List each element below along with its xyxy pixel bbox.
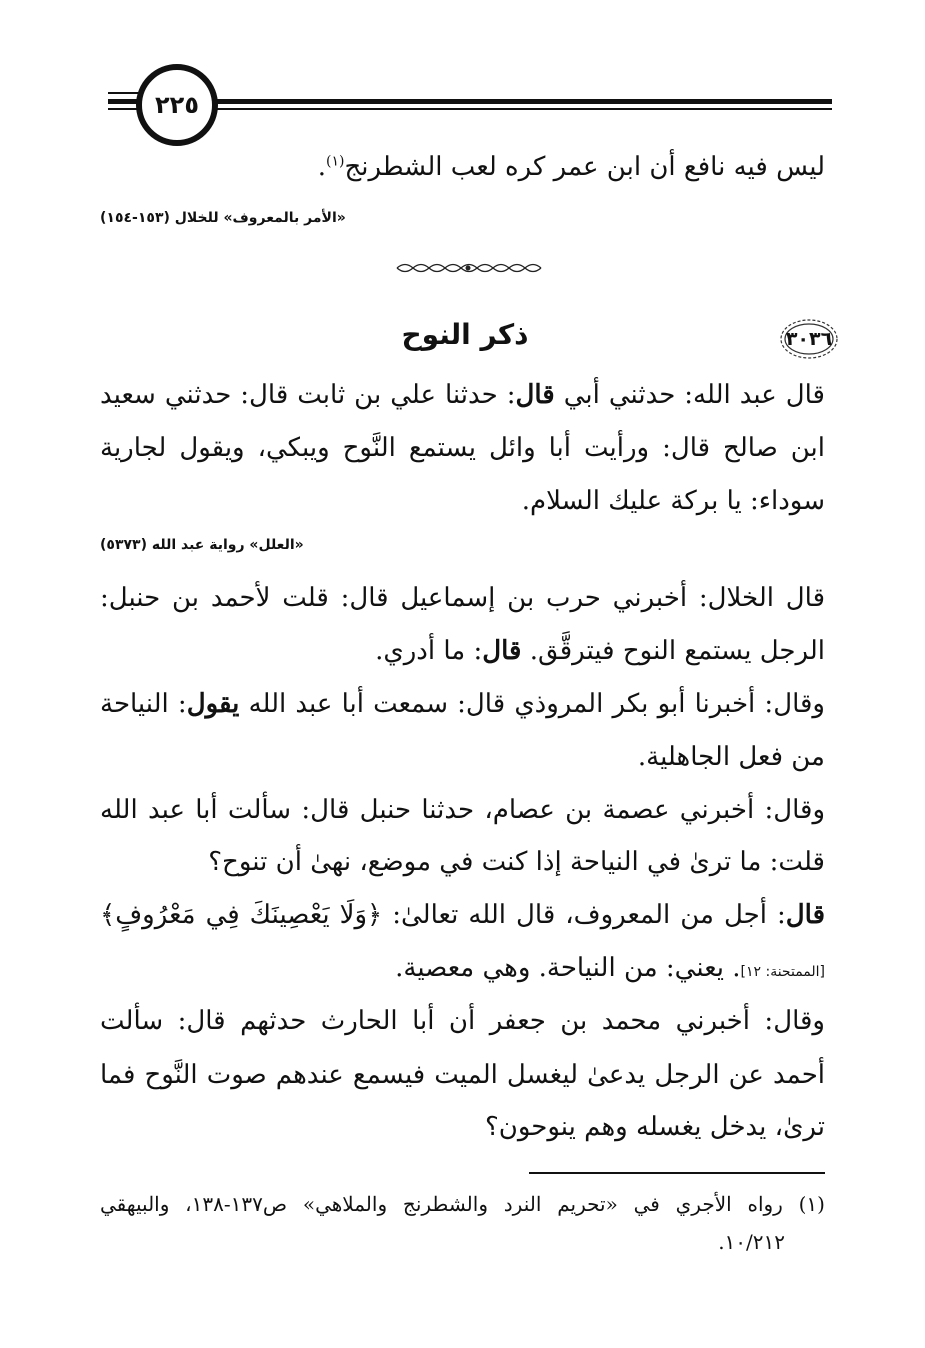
- source-reference: «العلل» رواية عبد الله (٥٣٧٣): [100, 537, 304, 553]
- page-number-badge: [136, 64, 218, 146]
- text-line: ابن صالح قال: ورأيت أبا وائل يستمع النَّوح ويبكي، ويقول لجارية: [100, 433, 825, 463]
- section-number: ٣٠٣٦: [785, 328, 833, 350]
- text-line: سوداء: يا بركة عليك السلام.: [521, 486, 825, 516]
- text-line: ليس فيه نافع أن ابن عمر كره لعب الشطرنج$^{(١)}$.: [317, 152, 825, 182]
- section-title: ذكر النوح: [401, 318, 529, 351]
- text-line: قال عبد الله: حدثني أبي قال: حدثنا علي بن ثابت قال: حدثني سعيد: [100, 380, 825, 410]
- section-number-badge: [778, 317, 840, 361]
- ornament-divider-icon: [393, 260, 543, 276]
- text-line: وقال: أخبرني محمد بن جعفر أن أبا الحارث حدثهم قال: سألت: [100, 1006, 825, 1036]
- text-line: قال الخلال: أخبرني حرب بن إسماعيل قال: قلت لأحمد بن حنبل:: [100, 583, 825, 613]
- footnote-separator: [529, 1172, 825, 1174]
- quran-reference: [الممتحنة: ١٢]: [740, 964, 825, 980]
- page-number: ٢٢٥: [155, 91, 199, 119]
- text-line: الرجل يستمع النوح فيترقَّق. قال: ما أدري.: [375, 636, 825, 666]
- text-line: أحمد عن الرجل يدعىٰ ليغسل الميت فيسمع عندهم صوت النَّوح فما: [100, 1060, 825, 1090]
- source-reference: «الأمر بالمعروف» للخلال (١٥٣-١٥٤): [100, 210, 346, 226]
- text-line: قال: أجل من المعروف، قال الله تعالىٰ: ﴿وَلَا يَعْصِينَكَ فِي مَعْرُوفٍ﴾: [100, 900, 825, 930]
- text-line: [الممتحنة: ١٢]. يعني: من النياحة. وهي معصية.: [395, 953, 825, 983]
- text-line: قلت: ما ترىٰ في النياحة إذا كنت في موضع، نهىٰ أن تنوح؟: [208, 847, 825, 877]
- text-line: وقال: أخبرني عصمة بن عصام، حدثنا حنبل قال: سألت أبا عبد الله: [100, 795, 825, 825]
- footnote-marker: (١): [326, 153, 345, 170]
- text-line: ترىٰ، يدخل يغسله وهم ينوحون؟: [484, 1112, 825, 1142]
- text-line: من فعل الجاهلية.: [637, 742, 825, 772]
- footnote-line: ١٠/٢١٢.: [718, 1230, 785, 1254]
- footnote-line: (١) رواه الأجري في «تحريم النرد والشطرنج والملاهي» ص١٣٧-١٣٨، والبيهقي: [100, 1192, 825, 1216]
- text-line: وقال: أخبرنا أبو بكر المروذي قال: سمعت أبا عبد الله يقول: النياحة: [100, 689, 825, 719]
